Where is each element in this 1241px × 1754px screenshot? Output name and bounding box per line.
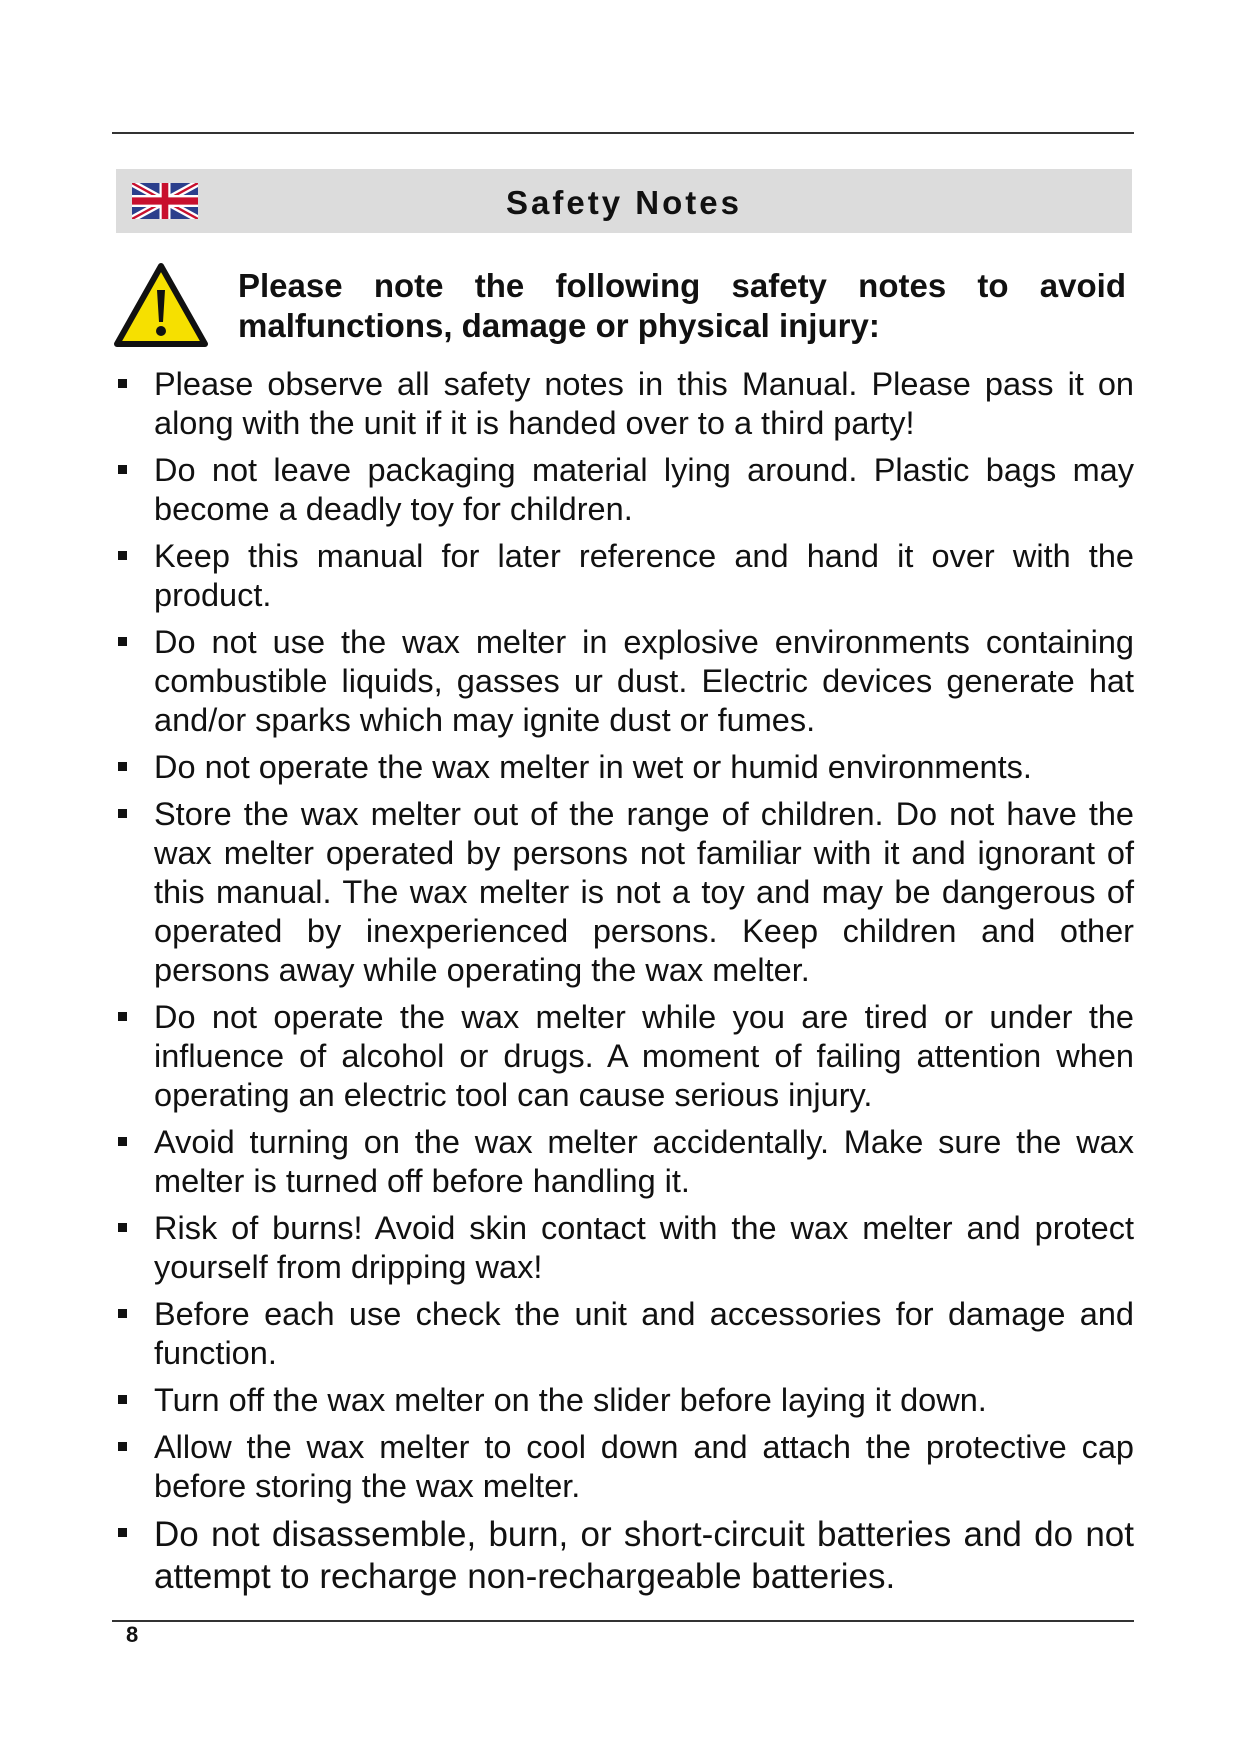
bullet-icon [118,1012,127,1021]
bullet-icon [118,551,127,560]
note-text: Avoid turning on the wax melter accidentally. Make sure the wax melter is turned off before handling it. [154,1124,1134,1199]
note-text: Please observe all safety notes in this Manual. Please pass it on along with the unit if it is handed over to a third party! [154,366,1134,441]
note-text: Allow the wax melter to cool down and attach the protective cap before storing the wax melter. [154,1429,1134,1504]
bullet-icon [118,1223,127,1232]
bullet-icon [118,465,127,474]
list-item [116,1381,1134,1420]
list-item [116,795,1134,990]
note-text: Do not operate the wax melter while you are tired or under the influence of alcohol or drugs. A moment of failing attention when operating an electric tool can cause serious injury. [154,999,1134,1113]
bullet-icon [118,1528,127,1537]
bullet-icon [118,637,127,646]
note-text: Risk of burns! Avoid skin contact with the wax melter and protect yourself from dripping wax! [154,1210,1134,1285]
warning-triangle-icon [113,262,209,348]
note-text: Turn off the wax melter on the slider before laying it down. [154,1382,987,1418]
bullet-icon [118,1309,127,1318]
list-item [116,998,1134,1115]
list-item [116,365,1134,443]
bullet-icon [118,762,127,771]
safety-notes-list [116,365,1134,1606]
list-item [116,623,1134,740]
list-item [116,748,1134,787]
page-number: 8 [126,1622,139,1647]
list-item [116,1123,1134,1201]
note-text: Do not leave packaging material lying around. Plastic bags may become a deadly toy for children. [154,452,1134,527]
bullet-icon [118,809,127,818]
note-text: Do not disassemble, burn, or short-circuit batteries and do not attempt to recharge non-rechargeable batteries. [154,1515,1134,1596]
list-item [116,1514,1134,1598]
section-title: Safety Notes [506,184,742,221]
list-item [116,1209,1134,1287]
bottom-divider [112,1620,1134,1622]
safety-intro: Please note the following safety notes to avoid malfunctions, damage or physical injury: [238,267,1126,344]
list-item [116,1295,1134,1373]
bullet-icon [118,1395,127,1404]
note-text: Do not use the wax melter in explosive environments containing combustible liquids, gasses ur dust. Electric devices generate hat and/or sparks which may ignite dust or fumes. [154,624,1134,738]
note-text: Keep this manual for later reference and hand it over with the product. [154,538,1134,613]
note-text: Do not operate the wax melter in wet or humid environments. [154,749,1032,785]
section-header [116,169,1132,233]
note-text: Before each use check the unit and accessories for damage and function. [154,1296,1134,1371]
note-text: Store the wax melter out of the range of children. Do not have the wax melter operated by persons not familiar with it and ignorant of this manual. The wax melter is not a toy and may be dangerous of operated by inexperienced persons. Keep children and other persons away while operating the wax melter. [154,796,1134,988]
bullet-icon [118,379,127,388]
bullet-icon [118,1137,127,1146]
list-item [116,537,1134,615]
top-divider [112,132,1134,134]
bullet-icon [118,1442,127,1451]
list-item [116,1428,1134,1506]
list-item [116,451,1134,529]
